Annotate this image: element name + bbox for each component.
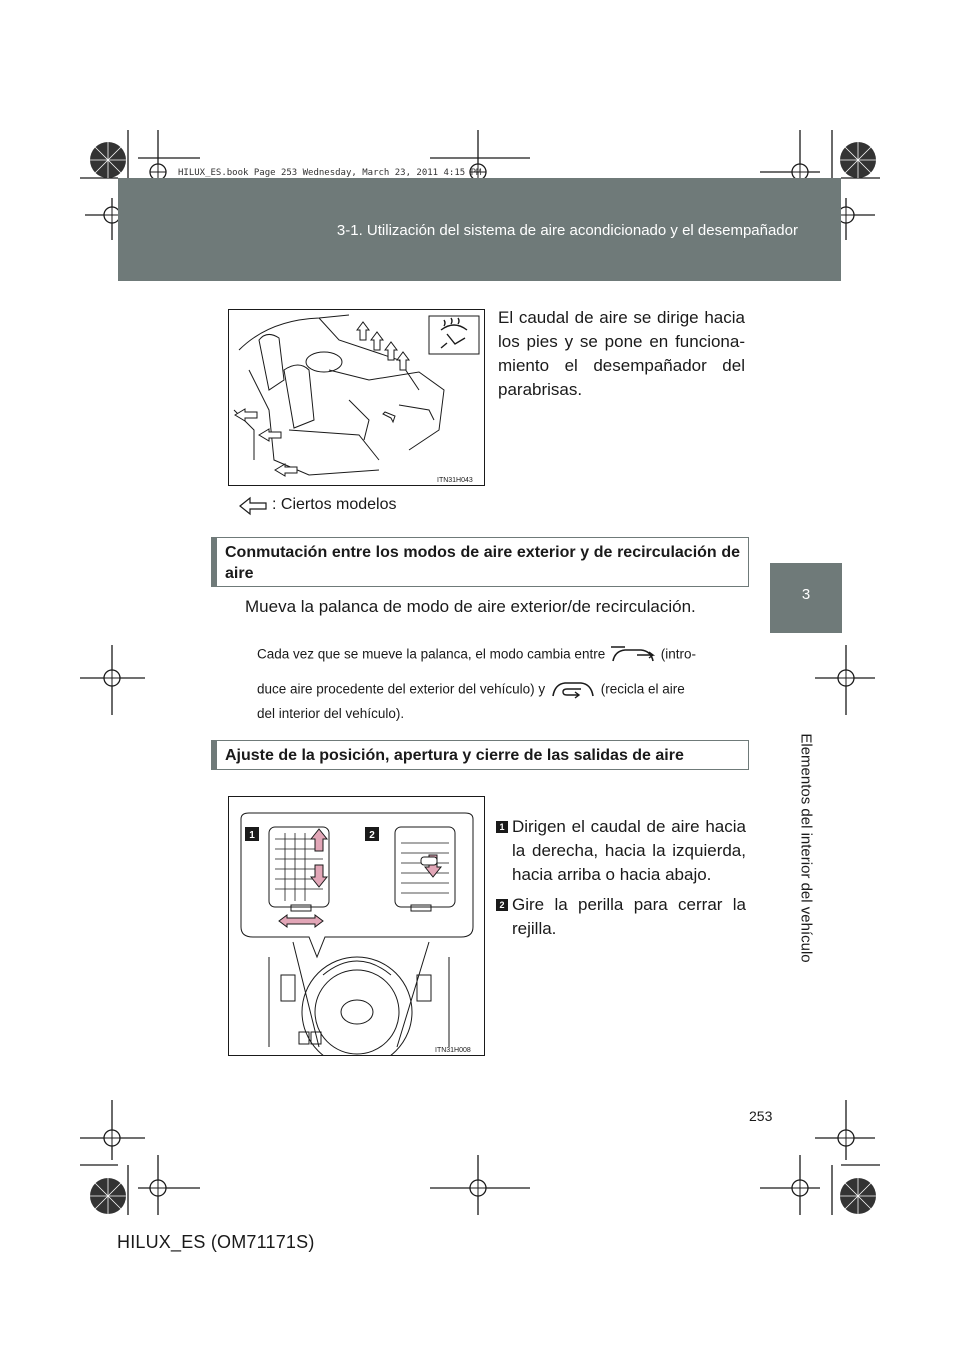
list-item <box>498 893 746 941</box>
list-text-1: Dirigen el caudal de aire hacia la derecha, hacia la izquierda, hacia arriba o hacia abajo. <box>512 817 746 884</box>
intro-air-mode: Mueva la palanca de modo de aire exterior/de recirculación. <box>245 597 696 616</box>
list-marker-2: 2 <box>496 899 508 911</box>
figure2-label-2: 2 <box>369 830 375 841</box>
car-interior-illustration <box>229 310 485 486</box>
model-code: HILUX_ES (OM71171S) <box>117 1232 315 1252</box>
figure2-label-1: 1 <box>249 830 255 841</box>
figure2-code: ITN31H008 <box>435 1047 471 1054</box>
heading-air-mode: Conmutación entre los modos de aire exterior y de recirculación de aire <box>211 537 749 587</box>
page-number: 253 <box>749 1108 773 1124</box>
note-text-2: (intro- <box>660 646 697 662</box>
figure-air-outlets <box>228 796 485 1056</box>
section-header-title: 3-1. Utilización del sistema de aire acondicionado y el desempañador <box>336 222 798 239</box>
note-line-2 <box>257 678 745 702</box>
certain-models-arrow-icon <box>238 496 268 516</box>
list-item <box>498 815 746 887</box>
list-text-2: Gire la perilla para cerrar la rejilla. <box>512 895 746 938</box>
note-text-3: duce aire procedente del exterior del vehículo) y <box>257 681 546 697</box>
note-line-1 <box>257 643 696 667</box>
figure-airflow-interior <box>228 309 485 486</box>
chapter-label: Elementos del interior del vehículo <box>797 733 815 963</box>
paragraph-defrost-mode: El caudal de aire se dirige hacia los pies y se pone en funciona-miento el desempañador del parabrisas. <box>498 308 745 399</box>
heading-air-outlets: Ajuste de la posición, apertura y cierre de las salidas de aire <box>211 740 749 770</box>
note-text-4: (recicla el aire <box>600 681 685 697</box>
book-stamp: HILUX_ES.book Page 253 Wednesday, March 23, 2011 4:15 PM <box>178 168 482 178</box>
list-marker-1: 1 <box>496 821 508 833</box>
recirculation-icon <box>549 678 597 702</box>
chapter-number: 3 <box>801 586 811 603</box>
note-line-3: del interior del vehículo). <box>257 706 405 721</box>
vents-illustration <box>229 797 485 1056</box>
note-text-1: Cada vez que se mueve la palanca, el modo cambia entre <box>257 646 606 662</box>
figure1-code: ITN31H043 <box>437 477 473 484</box>
outside-air-icon <box>609 643 657 667</box>
legend-text: : Ciertos modelos <box>272 496 397 513</box>
